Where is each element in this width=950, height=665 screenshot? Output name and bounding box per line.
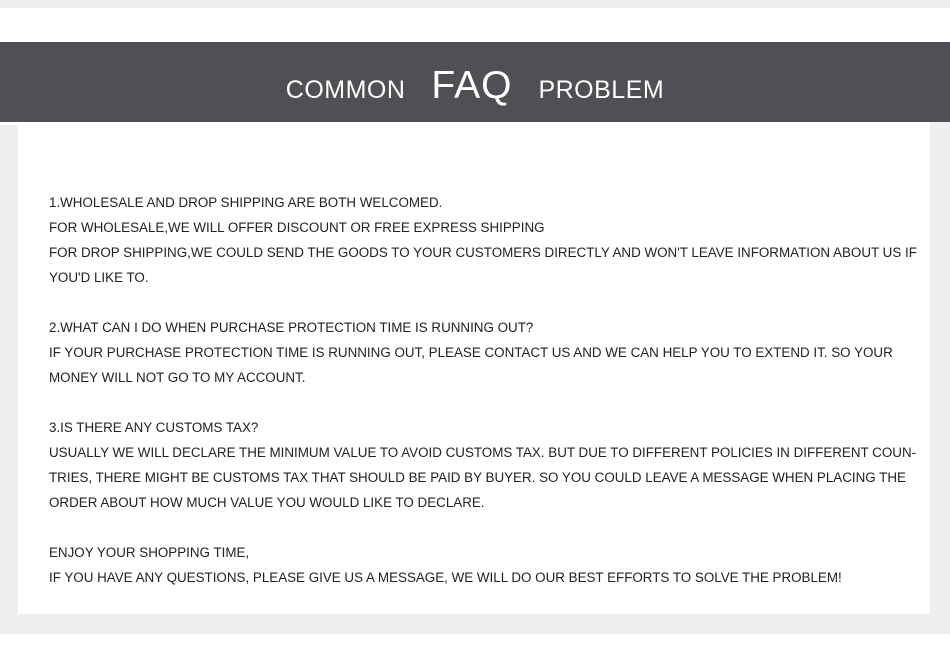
faq-content [49, 190, 917, 590]
faq-answer-line: MONEY WILL NOT GO TO MY ACCOUNT. [49, 370, 306, 385]
banner-title [286, 64, 664, 108]
faq-section-protection [49, 315, 893, 390]
faq-answer-line: USUALLY WE WILL DECLARE THE MINIMUM VALUE TO AVOID CUSTOMS TAX. BUT DUE TO DIFFERENT POLICIES IN DIFFERENT COUN- [49, 445, 917, 460]
faq-section-wholesale [49, 190, 917, 290]
banner-left-word: COMMON [285, 76, 406, 104]
section-gap [49, 290, 879, 315]
top-strip [0, 0, 950, 8]
closing-line: ENJOY YOUR SHOPPING TIME, [49, 545, 250, 560]
banner-right-word: PROBLEM [538, 76, 665, 104]
faq-question: 1.WHOLESALE AND DROP SHIPPING ARE BOTH WELCOMED. [49, 195, 443, 210]
card-notch [0, 122, 18, 125]
faq-answer-line: TRIES, THERE MIGHT BE CUSTOMS TAX THAT SHOULD BE PAID BY BUYER. SO YOU COULD LEAVE A MESSAGE WHEN PLACING THE [49, 470, 906, 485]
section-gap [49, 515, 879, 540]
faq-banner [0, 42, 950, 122]
faq-answer-line: FOR WHOLESALE,WE WILL OFFER DISCOUNT OR FREE EXPRESS SHIPPING [49, 220, 545, 235]
faq-section-customs [49, 415, 917, 515]
faq-answer-line: FOR DROP SHIPPING,WE COULD SEND THE GOODS TO YOUR CUSTOMERS DIRECTLY AND WON'T LEAVE INFORMATION ABOUT US IF [49, 245, 917, 260]
section-gap [49, 390, 879, 415]
closing-line: IF YOU HAVE ANY QUESTIONS, PLEASE GIVE US A MESSAGE, WE WILL DO OUR BEST EFFORTS TO SOLVE THE PROBLEM! [49, 570, 842, 585]
faq-question: 2.WHAT CAN I DO WHEN PURCHASE PROTECTION TIME IS RUNNING OUT? [49, 320, 534, 335]
faq-answer-line: ORDER ABOUT HOW MUCH VALUE YOU WOULD LIKE TO DECLARE. [49, 495, 485, 510]
faq-answer-line: YOU'D LIKE TO. [49, 270, 149, 285]
banner-faq-word: FAQ [431, 64, 513, 107]
faq-question: 3.IS THERE ANY CUSTOMS TAX? [49, 420, 259, 435]
faq-section-closing [49, 540, 879, 590]
faq-answer-line: IF YOUR PURCHASE PROTECTION TIME IS RUNNING OUT, PLEASE CONTACT US AND WE CAN HELP YOU TO EXTEND IT. SO YOUR [49, 345, 893, 360]
